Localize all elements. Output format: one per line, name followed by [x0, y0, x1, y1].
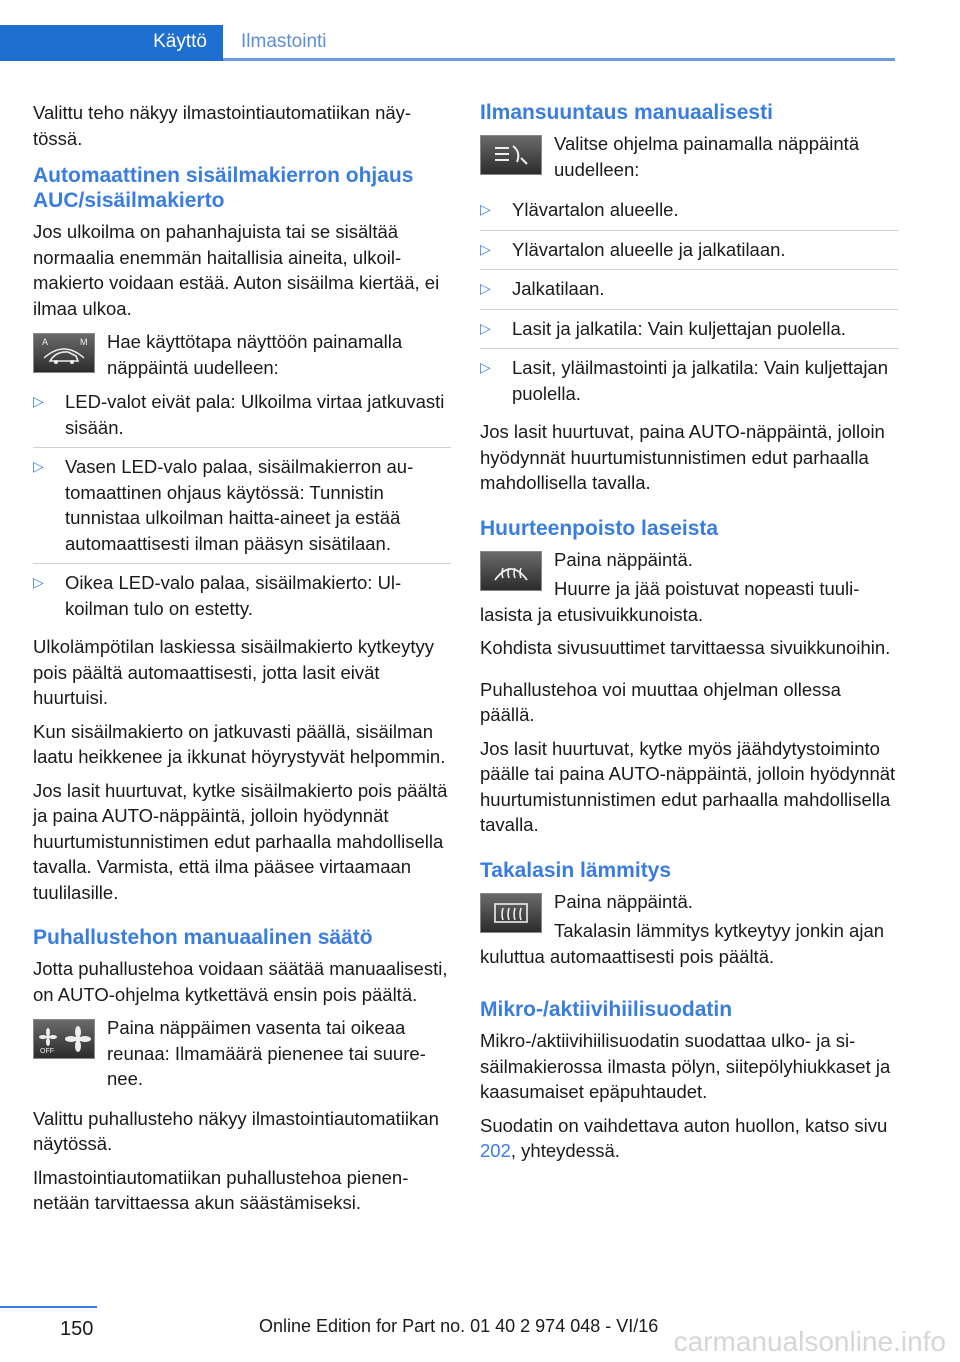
icon-row: [33, 329, 451, 381]
chapter-label: Ilmastointi: [241, 31, 327, 52]
list-item: ▷ Oikea LED-valo palaa, sisäilmakierto: Ulkoilman tulo on estetty.: [33, 572, 402, 619]
section-heading-defrost: Huurteenpoisto laseista: [480, 516, 719, 540]
page-number: 150: [60, 1318, 94, 1340]
paragraph: Puhallustehoa voi muuttaa ohjelman ollessa päällä.: [480, 678, 841, 725]
triangle-bullet-icon: ▷: [480, 319, 491, 336]
paragraph: Jotta puhallustehoa voidaan säätää manuaalisesti, on AUTO-ohjelma kytkettävä ensin pois päältä.: [33, 958, 448, 1005]
watermark: carmanualsonline.info: [673, 1326, 946, 1357]
paragraph: Valittu puhallusteho näkyy ilmastointiautomatiikan näytössä.: [33, 1107, 439, 1154]
led-state-list: [33, 389, 451, 628]
section-tab: [0, 25, 223, 61]
paragraph: Suodatin on vaihdettava auton huollon, katso sivu 202, yhteydessä.: [480, 1114, 888, 1161]
paragraph: Ulkolämpötilan laskiessa sisäilmakierto kytkeytyy pois päältä automaattisesti, jotta lasit eivät huurtuisi.: [33, 636, 434, 708]
paragraph: Mikro-/aktiivihiilisuodatin suodattaa ulko- ja sisäilmakierossa ilmasta pölyn, siitepölyhiukkaset ja kaasumaiset epäpuhtaudet.: [480, 1030, 891, 1102]
paragraph: Kun sisäilmakierto on jatkuvasti päällä, sisäilman laatu heikkenee ja ikkunat höyrystyvät helpommin.: [33, 720, 446, 767]
triangle-bullet-icon: ▷: [33, 393, 44, 409]
section-label: Käyttö: [153, 31, 207, 52]
section-heading-airflow: Ilmansuuntaus manuaalisesti: [480, 101, 773, 124]
paragraph: Huurre ja jää poistuvat nopeasti tuulilasista ja etusivuikkunoista.: [480, 578, 860, 625]
triangle-bullet-icon: ▷: [480, 240, 491, 257]
paragraph: Jos lasit huurtuvat, kytke sisäilmakierto pois päältä ja paina AUTO-näppäintä, jolloin hyödynnät huurtumistunnistimen edut parhaalla mahdollisella tavalla. Varmista, että ilma pääsee virtaamaan tuulilasille.: [33, 779, 448, 903]
section-heading-rear: Takalasin lämmitys: [480, 858, 672, 882]
section-heading-fan: Puhallustehon manuaalinen säätö: [33, 926, 373, 949]
triangle-bullet-icon: ▷: [33, 458, 44, 474]
right-column: [480, 100, 898, 1172]
list-item: ▷ Lasit, yläilmastointi ja jalkatila: Vain kuljettajan puolella.: [480, 357, 889, 404]
icon-caption: Paina näppäimen vasenta tai oikeaa reunaa: Ilmamäärä pienenee tai suurenee.: [107, 1017, 426, 1089]
paragraph: Kohdista sivusuuttimet tarvittaessa sivuikkunoihin.: [480, 637, 891, 658]
triangle-bullet-icon: ▷: [480, 359, 491, 375]
icon-caption: Paina näppäintä.: [554, 548, 693, 570]
header-rule: [223, 58, 895, 61]
windshield-defrost-button-icon: [480, 551, 542, 591]
icon-row: [480, 131, 898, 183]
list-item: ▷ Vasen LED-valo palaa, sisäilmakierron automaattinen ohjaus käytössä: Tunnistin tunnistaa ulkoilman haitta-aineet ja estää automaattisesti ilman pääsyn sisätilaan.: [33, 454, 451, 564]
triangle-bullet-icon: ▷: [33, 574, 44, 590]
recirculation-button-icon: [33, 333, 95, 373]
paragraph: Takalasin lämmitys kytkeytyy jonkin ajan kuluttua automaattisesti pois päältä.: [480, 920, 885, 967]
edition-note: Online Edition for Part no. 01 40 2 974 048 - VI/16: [259, 1316, 659, 1336]
airflow-program-list: [480, 197, 898, 413]
section-heading-auc: Automaattinen sisäilmakierron ohjaus AUC/sisäilmakierto: [33, 164, 414, 212]
icon-row: [480, 547, 898, 573]
page-link[interactable]: 202: [480, 1140, 511, 1161]
rear-window-defrost-button-icon: [480, 893, 542, 933]
list-item: ▷ Lasit ja jalkatila: Vain kuljettajan puolella.: [480, 316, 898, 350]
page-header: [0, 25, 895, 61]
list-item: ▷ LED-valot eivät pala: Ulkoilma virtaa jatkuvasti sisään.: [33, 389, 451, 448]
paragraph: Ilmastointiautomatiikan puhallustehoa pienennetään tarvittaessa akun säästämiseksi.: [33, 1166, 409, 1213]
icon-caption: Hae käyttötapa näyttöön painamalla näppäintä uudelleen:: [107, 331, 403, 378]
list-item: ▷ Ylävartalon alueelle.: [480, 197, 898, 231]
button-label-m: M: [80, 337, 88, 347]
list-item: ▷ Ylävartalon alueelle ja jalkatilaan.: [480, 237, 898, 271]
chapter-tab: [223, 25, 895, 61]
paragraph: Jos ulkoilma on pahanhajuista tai se sisältää normaalia enemmän haitallisia aineita, ulkoilmakierto voidaan estää. Auton sisäilma kiertää, ei ilmaa ulkoa.: [33, 221, 440, 319]
paragraph: Jos lasit huurtuvat, paina AUTO-näppäintä, jolloin hyödynnät huurtumistunnistimen edut parhaalla mahdollisella tavalla.: [480, 421, 885, 493]
fan-speed-button-icon: [33, 1019, 95, 1059]
triangle-bullet-icon: ▷: [480, 201, 491, 217]
icon-row: [33, 1015, 451, 1092]
air-distribution-button-icon: [480, 135, 542, 175]
icon-row: [480, 889, 898, 915]
button-label-off: OFF: [40, 1048, 54, 1055]
triangle-bullet-icon: ▷: [480, 280, 491, 296]
left-column: [33, 100, 451, 1224]
icon-caption: Valitse ohjelma painamalla näppäintä uudelleen:: [554, 133, 860, 180]
button-label-a: A: [42, 337, 49, 347]
paragraph: Valittu teho näkyy ilmastointiautomatiikan näytössä.: [33, 102, 412, 149]
paragraph: Jos lasit huurtuvat, kytke myös jäähdytystoiminto päälle tai paina AUTO-näppäintä, jolloin hyödynnät huurtumistunnistimen edut parhaalla mahdollisella tavalla.: [480, 737, 896, 835]
list-item: ▷ Jalkatilaan.: [480, 276, 898, 310]
footer-rule: [0, 1306, 97, 1308]
section-heading-filter: Mikro-/aktiivihiilisuodatin: [480, 998, 733, 1021]
icon-caption: Paina näppäintä.: [554, 890, 693, 912]
